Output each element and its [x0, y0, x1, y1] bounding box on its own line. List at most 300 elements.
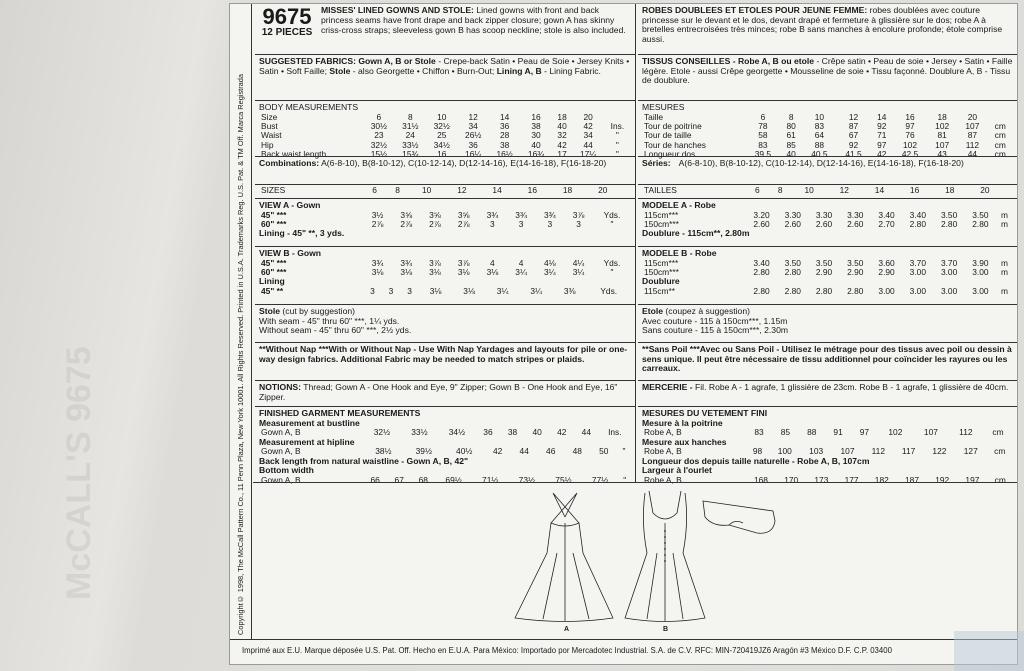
- cell-value: 4⅛: [544, 257, 556, 268]
- fabrics-heading: SUGGESTED FABRICS: Gown A, B or Stole: [259, 56, 436, 66]
- cell-value: 32½: [433, 121, 450, 131]
- size-value: 16: [527, 185, 537, 195]
- cell-value: 18: [937, 111, 947, 122]
- size-value: 6: [754, 185, 760, 195]
- fr-fabrics-heading: TISSUS CONSEILLES - Robe A, B ou etole: [642, 56, 815, 66]
- cell-value: 3¾: [515, 209, 527, 220]
- fabrics-lining-text: - Lining Fabric.: [544, 65, 601, 76]
- table-row: [259, 268, 631, 277]
- cell-value: 36: [468, 139, 478, 150]
- size-value: 20: [980, 185, 990, 195]
- cell-value: 97: [905, 121, 915, 131]
- fabrics-lining: Lining A, B: [496, 65, 542, 76]
- cell-value: 67: [848, 130, 859, 141]
- row-label: Longueur dos: [644, 149, 696, 160]
- cell-value: 3⅛: [429, 286, 442, 296]
- stole-section: [255, 304, 635, 342]
- cell-value: 2.90: [815, 267, 833, 277]
- cell-value: 2⅞: [371, 219, 384, 229]
- fr-etole-section: [638, 304, 1017, 342]
- cell-value: 168: [753, 474, 768, 485]
- cell-value: 187: [905, 474, 919, 485]
- fr-hanches-heading: Mesure aux hanches: [642, 436, 727, 447]
- cell-value: 24: [405, 130, 415, 141]
- cell-value: 3⅜: [563, 286, 576, 296]
- notions-heading: NOTIONS:: [259, 382, 302, 392]
- row-label: Hip: [261, 139, 274, 150]
- cell-value: 44: [967, 149, 978, 160]
- cell-value: 2.90: [847, 267, 864, 277]
- row-label: 45" ***: [261, 257, 287, 268]
- copyright-text: Copyright© 1998, The McCall Pattern Co., 11 Penn Plaza, New York 10001. All Rights Reserved. Printed in U.S.A. Trademarks Reg. U.S. Pat. & TM Off. Marca Registrada: [236, 74, 245, 635]
- cell-value: 40: [532, 427, 542, 438]
- fr-ourlet-heading: Largeur à l'ourlet: [642, 465, 712, 476]
- cell-value: 15½: [370, 149, 388, 160]
- cell-value: 64: [814, 130, 825, 141]
- cell-unit: Yds.: [603, 209, 621, 220]
- table-row: [642, 268, 1013, 277]
- cell-unit: cm: [994, 149, 1006, 160]
- fr-longueur-text: Longueur dos depuis taille naturelle - Robe A, B, 107cm: [642, 455, 870, 466]
- cell-value: 28: [499, 130, 510, 141]
- cell-value: 92: [877, 121, 887, 131]
- cell-value: 3¼: [515, 267, 527, 277]
- fr-measures-heading: MESURES: [642, 102, 685, 112]
- cell-value: 182: [874, 474, 889, 485]
- cell-value: 88: [807, 427, 817, 438]
- cell-value: 2.60: [815, 219, 833, 229]
- cell-value: 3⅛: [371, 267, 384, 277]
- cell-value: 3.40: [909, 209, 926, 220]
- fr-etole-suffix: (coupez à suggestion): [665, 306, 750, 316]
- cell-value: 30½: [370, 121, 388, 131]
- cell-value: 107: [840, 446, 855, 457]
- cell-value: 18: [557, 111, 567, 122]
- fabrics-stole-text: - also Georgette • Chiffon • Burn-Out;: [352, 65, 495, 76]
- notions-text: Thread; Gown A - One Hook and Eye, 9" Zipper; Gown B - One Hook and Eye, 16" Zipper.: [259, 382, 618, 402]
- fr-model-b-section: [638, 246, 1017, 304]
- cell-value: 75½: [555, 474, 572, 485]
- row-label: Tour de hanches: [644, 139, 706, 150]
- cell-value: 3.00: [940, 286, 958, 296]
- cell-value: 3.30: [815, 209, 833, 220]
- cell-value: 39.5: [754, 149, 772, 160]
- cell-value: 3.00: [972, 286, 989, 296]
- combinations-label: Combinations:: [259, 158, 320, 168]
- cell-value: 2.80: [972, 219, 989, 229]
- cell-unit: m: [1001, 257, 1008, 268]
- cell-value: 2.80: [940, 219, 958, 229]
- french-column: [638, 4, 1017, 496]
- view-b-table: [259, 259, 631, 278]
- nap-section: [255, 342, 635, 380]
- stole-with: With seam - 45" thru 60" ***, 1¼ yds.: [259, 315, 400, 326]
- header-section: [255, 4, 635, 54]
- fr-mercerie-section: [638, 380, 1017, 406]
- cell-unit: cm: [994, 139, 1006, 150]
- view-b-heading: VIEW B - Gown: [259, 248, 322, 258]
- cell-value: 3.70: [940, 257, 958, 268]
- cell-value: 173: [814, 474, 829, 485]
- stole-suffix: (cut by suggestion): [282, 306, 356, 316]
- fr-measures-section: [638, 100, 1017, 160]
- cell-unit: Yds.: [603, 257, 621, 268]
- cell-value: 43: [937, 149, 947, 160]
- cell-value: 2⅞: [457, 219, 470, 229]
- fr-sizes-section: [638, 184, 1017, 198]
- cell-value: 100: [777, 446, 792, 457]
- cell-value: 85: [786, 139, 796, 150]
- fr-header-section: [638, 4, 1017, 54]
- cell-value: 2.80: [784, 267, 801, 277]
- table-row: [259, 186, 631, 195]
- cell-value: 85: [780, 427, 791, 438]
- cell-value: 44: [583, 139, 593, 150]
- fr-etole-with: Avec couture - 115 à 150cm***, 1.15m: [642, 315, 788, 326]
- bottom-heading: Bottom width: [259, 465, 314, 476]
- cell-value: 3⅝: [400, 209, 413, 220]
- row-label: Tour de poitrine: [644, 121, 702, 131]
- cell-value: 14: [877, 111, 887, 122]
- view-a-heading: VIEW A - Gown: [259, 200, 321, 210]
- cell-value: 44: [581, 427, 591, 438]
- body-heading: BODY MEASUREMENTS: [259, 102, 359, 112]
- cell-unit: ": [615, 139, 619, 150]
- cell-value: 71: [877, 130, 887, 141]
- cell-value: 122: [932, 446, 947, 457]
- cell-value: 2.60: [847, 219, 864, 229]
- fr-model-b-lining-table: [642, 287, 1013, 296]
- column-divider: [635, 4, 636, 482]
- cell-value: 42: [557, 139, 567, 150]
- cell-unit: ": [622, 446, 626, 457]
- english-column: [255, 4, 635, 496]
- fabrics-text: - Crepe-back Satin • Peau de Soie • Jersey Knits • Satin • Soft Faille;: [259, 56, 630, 76]
- fr-mercerie-heading: MERCERIE -: [642, 382, 693, 392]
- table-row: [259, 287, 631, 296]
- cell-value: 40.5: [811, 149, 828, 160]
- size-value: 6: [372, 185, 377, 195]
- cell-value: 102: [903, 139, 917, 150]
- cell-value: 20: [967, 111, 978, 122]
- cell-unit: cm: [994, 121, 1006, 131]
- cell-value: 87: [848, 121, 859, 131]
- pattern-number: 9675: [262, 4, 312, 29]
- cell-value: 16½: [496, 149, 513, 160]
- cell-value: 42: [557, 427, 567, 438]
- cell-value: 3¾: [371, 257, 384, 268]
- cell-value: 40: [557, 121, 567, 131]
- cell-unit: m: [1001, 267, 1008, 277]
- row-label: Robe A, B: [644, 446, 682, 457]
- cell-value: 3⅝: [457, 209, 470, 220]
- cell-value: 40: [531, 139, 541, 150]
- cell-unit: cm: [992, 427, 1004, 438]
- cell-value: 102: [935, 121, 950, 131]
- cell-value: 39½: [415, 446, 432, 457]
- cell-value: 34: [583, 130, 593, 141]
- fr-etole-heading: Etole: [642, 306, 664, 316]
- cell-value: 36: [499, 121, 510, 131]
- cell-value: 3½: [371, 209, 384, 220]
- cell-value: 3.50: [815, 257, 833, 268]
- cell-value: 3¾: [400, 257, 413, 268]
- fr-title: ROBES DOUBLEES ET ETOLES POUR JEUNE FEMME:: [642, 5, 868, 15]
- cell-value: 42: [493, 446, 503, 457]
- view-a-table: [259, 211, 631, 230]
- cell-value: 30: [531, 130, 541, 141]
- body-measurements-section: [255, 100, 635, 160]
- cell-value: 16: [531, 111, 541, 122]
- cell-value: 15¾: [402, 149, 419, 160]
- row-label: Gown A, B: [261, 474, 301, 485]
- cell-value: 83: [814, 121, 825, 131]
- row-label: Waist: [261, 130, 282, 141]
- cell-value: 197: [965, 474, 980, 485]
- stole-without: Without seam - 45" thru 60" ***, 2½ yds.: [259, 325, 412, 336]
- row-label: Back waist length: [261, 149, 327, 160]
- cell-value: 10: [814, 111, 825, 122]
- cell-value: 112: [965, 139, 980, 150]
- cell-value: 38½: [375, 446, 392, 457]
- cell-unit: m: [1001, 219, 1008, 229]
- ghost-print-through: McCALL'S 9675: [60, 346, 98, 600]
- row-label: Bust: [261, 121, 278, 131]
- cell-value: 2.80: [753, 286, 770, 296]
- view-b-section: [255, 246, 635, 304]
- fr-nap-section: [638, 342, 1017, 380]
- fabrics-stole: Stole: [329, 65, 351, 76]
- fr-measures-table: [642, 113, 1013, 160]
- fr-nap-text: **Sans Poil ***Avec ou Sans Poil - Utilisez le métrage pour des tissus avec poil ou dessin à sens unique. Il peut être nécessaire de tissu additionnel pour coïncider les rayures ou les carreaux.: [642, 344, 1012, 374]
- cell-value: 3.00: [878, 286, 895, 296]
- cell-value: 38: [507, 427, 518, 438]
- cell-value: 170: [784, 474, 799, 485]
- cell-value: 3.00: [940, 267, 958, 277]
- row-label: 150cm***: [644, 219, 679, 229]
- row-label: 115cm***: [644, 257, 679, 268]
- cell-value: 3.70: [909, 257, 926, 268]
- cell-value: 3.60: [878, 257, 895, 268]
- table-row: [642, 287, 1013, 296]
- finished-heading: FINISHED GARMENT MEASUREMENTS: [259, 408, 421, 418]
- view-a-lining: Lining - 45" **, 3 yds.: [259, 228, 345, 239]
- cell-value: 8: [788, 111, 794, 122]
- cell-value: 16¾: [527, 149, 545, 160]
- cell-value: 17¼: [579, 149, 597, 160]
- fr-fabrics-section: [638, 54, 1017, 100]
- cell-value: 58: [758, 130, 768, 141]
- cell-value: 3¼: [544, 267, 556, 277]
- cell-value: 3.90: [972, 257, 989, 268]
- row-label: Size: [261, 111, 278, 122]
- cell-value: 177: [844, 474, 859, 485]
- cell-value: 88: [814, 139, 825, 150]
- cell-value: 42: [583, 121, 593, 131]
- combinations-section: [255, 156, 635, 184]
- cell-value: 36: [483, 427, 493, 438]
- cell-value: 3¾: [486, 209, 499, 220]
- cell-value: 17: [557, 149, 567, 160]
- fr-model-b-heading: MODELE B - Robe: [642, 248, 717, 258]
- fabrics-section: [255, 54, 635, 100]
- cell-value: 3.50: [972, 209, 989, 220]
- cell-value: 3⅞: [572, 209, 585, 220]
- cell-unit: ": [615, 130, 619, 141]
- cell-value: 3¾: [544, 209, 556, 220]
- cell-value: 3¼: [530, 286, 542, 296]
- cell-value: 38: [499, 139, 510, 150]
- cell-value: 3.00: [972, 267, 989, 277]
- cell-value: 3.50: [784, 257, 801, 268]
- cell-value: 3.40: [878, 209, 895, 220]
- cell-value: 3¼: [572, 267, 585, 277]
- cell-value: 192: [935, 474, 950, 485]
- cell-value: 91: [833, 427, 843, 438]
- cell-value: 3.00: [909, 286, 926, 296]
- fr-series-section: [638, 156, 1017, 184]
- cell-value: 3⅛: [457, 267, 470, 277]
- cell-value: 20: [583, 111, 593, 122]
- fr-mercerie-text: Fil. Robe A - 1 agrafe, 1 glissière de 23cm. Robe B - 1 agrafe, 1 glissière de 40cm.: [695, 382, 1009, 392]
- cell-value: 34½: [433, 139, 450, 150]
- row-label: 60" ***: [261, 219, 287, 229]
- fr-model-a-lining: Doublure - 115cm**, 2.80m: [642, 228, 750, 239]
- size-value: 18: [945, 185, 955, 195]
- fr-model-a-table: [642, 211, 1013, 230]
- cell-value: 92: [848, 139, 859, 150]
- row-label: 150cm***: [644, 267, 679, 277]
- size-value: 10: [421, 185, 432, 195]
- footer-imprint: Imprimé aux E.U. Marque déposée U.S. Pat. Off. Hecho en E.U.A. Para México: Importado por Mercadotec Industrial. S.A. de C.V. RFC: MIN-720419JZ6 Aragón #3 México D.F. C.P. 03400: [230, 639, 1017, 664]
- cell-value: 3⅛: [429, 267, 441, 277]
- cell-value: 31½: [402, 121, 419, 131]
- row-label: Robe A, B: [644, 427, 682, 438]
- cell-value: 3.20: [753, 209, 770, 220]
- row-label: Robe A, B: [644, 474, 682, 485]
- view-a-section: [255, 198, 635, 246]
- cell-value: 83: [758, 139, 768, 150]
- cell-value: 3.00: [909, 267, 926, 277]
- cell-value: 3.30: [847, 209, 864, 220]
- instruction-card: [229, 3, 1018, 665]
- nap-text: **Without Nap ***With or Without Nap - Use With Nap Yardages and layouts for pile or one-way design fabrics. Additional Fabric may be needed to match stripes or plaids.: [259, 344, 628, 364]
- cell-value: 12: [468, 111, 478, 122]
- cell-value: 3⅛: [486, 267, 499, 277]
- table-row: [642, 186, 1013, 195]
- table-row: [259, 211, 631, 220]
- size-value: 8: [777, 185, 783, 195]
- size-value: 20: [598, 185, 608, 195]
- cell-value: 3: [490, 219, 495, 229]
- sizes-section: [255, 184, 635, 198]
- size-value: 10: [804, 185, 814, 195]
- cell-unit: cm: [994, 130, 1006, 141]
- cell-value: 34½: [448, 427, 466, 438]
- cell-value: 40½: [456, 446, 473, 457]
- cell-value: 103: [809, 446, 824, 457]
- cell-unit: ": [610, 219, 614, 229]
- cell-value: 16¼: [465, 149, 482, 160]
- row-label: Taille: [644, 111, 664, 122]
- cell-value: 38: [531, 121, 541, 131]
- cell-value: 46: [546, 446, 556, 457]
- sizes-label: SIZES: [261, 185, 286, 195]
- cell-value: 6: [760, 111, 766, 122]
- cell-value: 48: [572, 446, 582, 457]
- cell-unit: cm: [994, 474, 1006, 485]
- combinations-text: A(6-8-10), B(8-10-12), C(10-12-14), D(12-14-16), E(14-16-18), F(16-18-20): [321, 158, 607, 168]
- row-label: Tour de taille: [644, 130, 692, 141]
- cell-value: 14: [499, 111, 510, 122]
- cell-unit: Yds.: [600, 286, 618, 296]
- cell-value: 117: [901, 446, 916, 457]
- cell-value: 40: [786, 149, 796, 160]
- cell-value: 67: [394, 474, 404, 485]
- cell-value: 3.50: [847, 257, 864, 268]
- cell-value: 112: [959, 427, 973, 438]
- cell-value: 2.80: [784, 286, 801, 296]
- fr-model-a-heading: MODELE A - Robe: [642, 200, 716, 210]
- pattern-description: Lined gowns with front and back princess seams have front drape and back zipper closure; gown A has skinny criss-cross straps; sleeveless gown B has scoop neckline; stole is also included.: [321, 5, 626, 35]
- row-label: Gown A, B: [261, 446, 301, 457]
- cell-value: 2.80: [847, 286, 864, 296]
- cell-value: 3⅛: [463, 286, 475, 296]
- cell-value: 32: [557, 130, 567, 141]
- pattern-title: MISSES' LINED GOWNS AND STOLE:: [321, 5, 474, 15]
- row-label: Gown A, B: [261, 427, 301, 438]
- cell-unit: ": [615, 149, 619, 160]
- row-label: 45" ***: [261, 209, 287, 220]
- cell-value: 97: [877, 139, 887, 150]
- cell-unit: m: [1001, 209, 1008, 220]
- notions-section: [255, 380, 635, 406]
- cell-value: 3: [576, 219, 581, 229]
- cell-unit: cm: [994, 446, 1006, 457]
- cell-unit: ": [623, 474, 627, 485]
- cell-value: 3.30: [784, 209, 801, 220]
- row-label: 45" **: [261, 286, 284, 296]
- pieces-count: 12 PIECES: [261, 27, 313, 38]
- cell-value: 2.80: [909, 219, 926, 229]
- cell-value: 61: [786, 130, 796, 141]
- fr-poitrine-heading: Mesure à la poitrine: [642, 417, 723, 428]
- fr-model-a-section: [638, 198, 1017, 246]
- cell-value: 12: [848, 111, 859, 122]
- size-value: 12: [457, 185, 467, 195]
- view-b-lining-table: [259, 287, 631, 296]
- row-label: 115cm***: [644, 209, 679, 220]
- cell-value: 4: [490, 257, 495, 268]
- cell-value: 6: [376, 111, 382, 122]
- size-value: 16: [909, 185, 920, 195]
- cell-unit: Ins.: [610, 121, 625, 131]
- cell-value: 81: [937, 130, 947, 141]
- cell-value: 3: [547, 219, 553, 229]
- cell-value: 41.5: [845, 149, 862, 160]
- cell-value: 25: [437, 130, 447, 141]
- cell-value: 4¼: [572, 257, 585, 268]
- size-value: 18: [562, 185, 573, 195]
- cell-value: 107: [935, 139, 950, 150]
- cell-value: 2.80: [815, 286, 833, 296]
- view-b-lining-heading: Lining: [259, 276, 285, 287]
- cell-value: 98: [752, 446, 763, 457]
- cell-value: 23: [374, 130, 384, 141]
- drawing-label-b: B: [663, 626, 669, 633]
- sizes-table: [259, 186, 631, 195]
- cell-value: 16: [437, 149, 447, 160]
